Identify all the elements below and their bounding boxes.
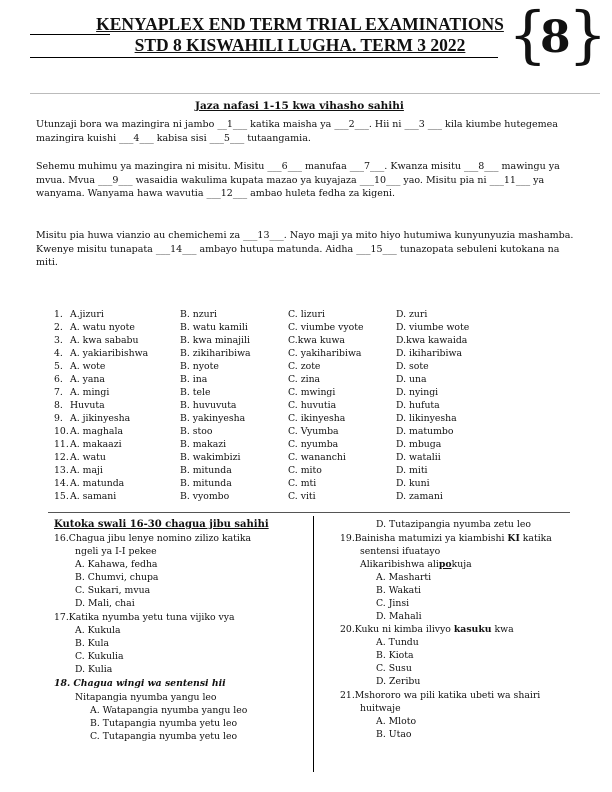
question-number: 10. bbox=[54, 426, 69, 437]
option-a[interactable]: A. kwa sababu bbox=[70, 335, 139, 346]
q19-stem-a: 19.Bainisha matumizi ya kiambishi bbox=[340, 533, 508, 544]
q20-option-a[interactable]: A. Tundu bbox=[376, 637, 419, 648]
q19-option-b[interactable]: B. Wakati bbox=[376, 585, 421, 596]
question-number: 13. bbox=[54, 465, 69, 476]
question-number: 6. bbox=[54, 374, 63, 385]
option-b[interactable]: B. wakimbizi bbox=[180, 452, 241, 463]
option-d[interactable]: D. una bbox=[396, 374, 427, 385]
option-b[interactable]: B. mitunda bbox=[180, 465, 232, 476]
option-c[interactable]: C. huvutia bbox=[288, 400, 337, 411]
q17-option-d[interactable]: D. Kulia bbox=[75, 664, 113, 675]
option-b[interactable]: B. kwa minajili bbox=[180, 335, 250, 346]
option-b[interactable]: B. mitunda bbox=[180, 478, 232, 489]
passage-paragraph-3: Misitu pia huwa vianzio au chemichemi za ___13___. Nayo maji ya mito hiyo hutumiwa kunyunyuzia mashamba. Kwenye misitu tunapata ___14___ ambayo hutupa matunda. Aidha ___15___ tunazopata sebuleni kutokana na miti. bbox=[36, 230, 574, 269]
option-b[interactable]: B. vyombo bbox=[180, 491, 230, 502]
option-a[interactable]: A. mingi bbox=[70, 387, 110, 398]
option-d[interactable]: D. nyingi bbox=[396, 387, 439, 398]
question-number: 9. bbox=[54, 413, 63, 424]
question-number: 11. bbox=[54, 439, 69, 450]
q20-stem-c: kwa bbox=[491, 624, 514, 635]
option-c[interactable]: C. zina bbox=[288, 374, 321, 385]
passage-paragraph-1: Utunzaji bora wa mazingira ni jambo __1___ katika maisha ya ___2___. Hii ni ___3 ___ kila kiumbe hutegemea mazingira kuishi ___4___ kabisa sisi ___5___ tutaangamia. bbox=[36, 119, 558, 144]
q20-stem bbox=[340, 624, 514, 636]
section-divider bbox=[48, 512, 570, 513]
q16-stem: 16.Chagua jibu lenye nomino zilizo katika bbox=[54, 533, 252, 544]
q20-stem-a: 20.Kuku ni kimba ilivyo bbox=[340, 624, 454, 635]
option-b[interactable]: B. makazi bbox=[180, 439, 227, 450]
option-b[interactable]: B. huvuvuta bbox=[180, 400, 237, 411]
q19-stem-c: katika bbox=[519, 533, 552, 544]
option-a[interactable]: A.jizuri bbox=[70, 309, 104, 320]
question-number: 15. bbox=[54, 491, 69, 502]
question-number: 12. bbox=[54, 452, 69, 463]
q19-stem-keyword: KI bbox=[507, 533, 520, 544]
section2-title: Kutoka swali 16-30 chagua jibu sahihi bbox=[54, 519, 269, 530]
option-a[interactable]: A. matunda bbox=[70, 478, 125, 489]
option-b[interactable]: B. ina bbox=[180, 374, 208, 385]
q20-option-b[interactable]: B. Kiota bbox=[376, 650, 414, 661]
option-a[interactable]: A. samani bbox=[70, 491, 117, 502]
option-c[interactable]: C. yakiharibiwa bbox=[288, 348, 362, 359]
option-a[interactable]: A. yana bbox=[70, 374, 105, 385]
q18-sentence: Nitapangia nyumba yangu leo bbox=[75, 692, 217, 703]
q19-sentence bbox=[360, 559, 472, 571]
option-d[interactable]: D. matumbo bbox=[396, 426, 454, 437]
q17-option-c[interactable]: C. Kukulia bbox=[75, 651, 124, 662]
option-c[interactable]: C. viti bbox=[288, 491, 316, 502]
section1-title: Jaza nafasi 1-15 kwa vihasho sahihi bbox=[195, 100, 404, 112]
q18-option-d[interactable]: D. Tutazipangia nyumba zetu leo bbox=[376, 519, 531, 530]
option-d[interactable]: D. zuri bbox=[396, 309, 428, 320]
exam-title-line2: STD 8 KISWAHILI LUGHA. TERM 3 2022 bbox=[134, 35, 466, 55]
option-b[interactable]: B. watu kamili bbox=[180, 322, 248, 333]
page-number: 8 bbox=[540, 12, 571, 63]
option-b[interactable]: B. nyote bbox=[180, 361, 219, 372]
option-b[interactable]: B. yakinyesha bbox=[180, 413, 246, 424]
q18-option-c[interactable]: C. Tutapangia nyumba yetu leo bbox=[90, 731, 238, 742]
header-rule-top bbox=[30, 34, 110, 35]
q16-option-d[interactable]: D. Mali, chai bbox=[75, 598, 135, 609]
question-number: 4. bbox=[54, 348, 63, 359]
option-b[interactable]: B. zikiharibiwa bbox=[180, 348, 251, 359]
option-c[interactable]: C. wananchi bbox=[288, 452, 346, 463]
q17-option-a[interactable]: A. Kukula bbox=[75, 625, 121, 636]
question-number: 2. bbox=[54, 322, 63, 333]
option-c[interactable]: C. mito bbox=[288, 465, 322, 476]
option-d[interactable]: D. mbuga bbox=[396, 439, 442, 450]
option-d[interactable]: D. miti bbox=[396, 465, 428, 476]
q17-stem: 17.Katika nyumba yetu tuna vijiko vya bbox=[54, 612, 235, 623]
option-a[interactable]: A. watu nyote bbox=[70, 322, 135, 333]
option-a[interactable]: A. maghala bbox=[70, 426, 123, 437]
q19-sentence-keyword: po bbox=[438, 559, 452, 570]
page-number-right-brace: } bbox=[568, 0, 608, 71]
q17-option-b[interactable]: B. Kula bbox=[75, 638, 109, 649]
question-number: 1. bbox=[54, 309, 63, 320]
option-d[interactable]: D. ikiharibiwa bbox=[396, 348, 462, 359]
q21-option-a[interactable]: A. Mloto bbox=[376, 716, 417, 727]
exam-title-line1: KENYAPLEX END TERM TRIAL EXAMINATIONS bbox=[96, 14, 504, 34]
header-rule-bottom bbox=[30, 57, 498, 58]
option-c[interactable]: C. mti bbox=[288, 478, 317, 489]
question-number: 5. bbox=[54, 361, 63, 372]
option-d[interactable]: D. hufuta bbox=[396, 400, 440, 411]
q21-stem-cont: huitwaje bbox=[360, 703, 401, 714]
q19-option-a[interactable]: A. Masharti bbox=[376, 572, 432, 583]
q19-option-c[interactable]: C. Jinsi bbox=[376, 598, 410, 609]
option-a[interactable]: Huvuta bbox=[70, 400, 105, 411]
option-a[interactable]: A. maji bbox=[70, 465, 103, 476]
q19-sentence-c: kuja bbox=[451, 559, 472, 570]
option-a[interactable]: A. watu bbox=[70, 452, 106, 463]
option-d[interactable]: D. watalii bbox=[396, 452, 441, 463]
question-number: 7. bbox=[54, 387, 63, 398]
option-c[interactable]: C. viumbe vyote bbox=[288, 322, 364, 333]
q18-option-a[interactable]: A. Watapangia nyumba yangu leo bbox=[90, 705, 248, 716]
option-a[interactable]: A. yakiaribishwa bbox=[70, 348, 149, 359]
option-d[interactable]: D. sote bbox=[396, 361, 429, 372]
q18-option-b[interactable]: B. Tutapangia nyumba yetu leo bbox=[90, 718, 238, 729]
q16-option-c[interactable]: C. Sukari, mvua bbox=[75, 585, 151, 596]
option-c[interactable]: C. nyumba bbox=[288, 439, 339, 450]
option-b[interactable]: B. nzuri bbox=[180, 309, 218, 320]
question-number: 3. bbox=[54, 335, 63, 346]
option-b[interactable]: B. tele bbox=[180, 387, 211, 398]
q19-stem bbox=[340, 533, 552, 545]
header-rule-bottom-short bbox=[30, 93, 600, 94]
option-c[interactable]: C.kwa kuwa bbox=[288, 335, 345, 346]
q20-stem-keyword: kasuku bbox=[453, 624, 492, 635]
question-number: 14. bbox=[54, 478, 69, 489]
q21-option-b[interactable]: B. Utao bbox=[376, 729, 412, 740]
q19-stem-cont: sentensi ifuatayo bbox=[360, 546, 441, 557]
passage-paragraph-2: Sehemu muhimu ya mazingira ni misitu. Misitu ___6___ manufaa ___7___. Kwanza misitu ___8___ mawingu ya mvua. Mvua ___9___ wasaidia wakulima kupata mazao ya kuyajaza ___10___ yao. Misitu pia ni ___11___ ya wanyama. Wanyama hawa wavutia ___12___ ambao huleta fedha za kigeni. bbox=[36, 161, 560, 200]
option-c[interactable]: C. Vyumba bbox=[288, 426, 339, 437]
q19-option-d[interactable]: D. Mahali bbox=[376, 611, 422, 622]
option-a[interactable]: A. makaazi bbox=[70, 439, 122, 450]
option-a[interactable]: A. wote bbox=[70, 361, 106, 372]
q20-option-c[interactable]: C. Susu bbox=[376, 663, 412, 674]
option-d[interactable]: D. likinyesha bbox=[396, 413, 457, 424]
page-number-left-brace: { bbox=[508, 0, 548, 71]
option-d[interactable]: D. viumbe wote bbox=[396, 322, 470, 333]
q19-sentence-a: Alikaribishwa ali bbox=[360, 559, 439, 570]
option-c[interactable]: C. mwingi bbox=[288, 387, 336, 398]
question-number: 8. bbox=[54, 400, 63, 411]
option-d[interactable]: D.kwa kawaida bbox=[396, 335, 468, 346]
q20-option-d[interactable]: D. Zeribu bbox=[376, 676, 421, 687]
q21-stem: 21.Mshororo wa pili katika ubeti wa shairi bbox=[340, 690, 541, 701]
q16-stem-cont: ngeli ya I-I pekee bbox=[75, 546, 157, 557]
option-c[interactable]: C. lizuri bbox=[288, 309, 325, 320]
option-b[interactable]: B. stoo bbox=[180, 426, 213, 437]
q16-option-b[interactable]: B. Chumvi, chupa bbox=[75, 572, 159, 583]
option-d[interactable]: D. kuni bbox=[396, 478, 430, 489]
q16-option-a[interactable]: A. Kahawa, fedha bbox=[75, 559, 158, 570]
option-c[interactable]: C. zote bbox=[288, 361, 321, 372]
option-c[interactable]: C. ikinyesha bbox=[288, 413, 346, 424]
column-divider bbox=[313, 516, 314, 772]
q18-stem: 18. Chagua wingi wa sentensi hii bbox=[54, 678, 226, 689]
option-d[interactable]: D. zamani bbox=[396, 491, 443, 502]
option-a[interactable]: A. jikinyesha bbox=[70, 413, 131, 424]
